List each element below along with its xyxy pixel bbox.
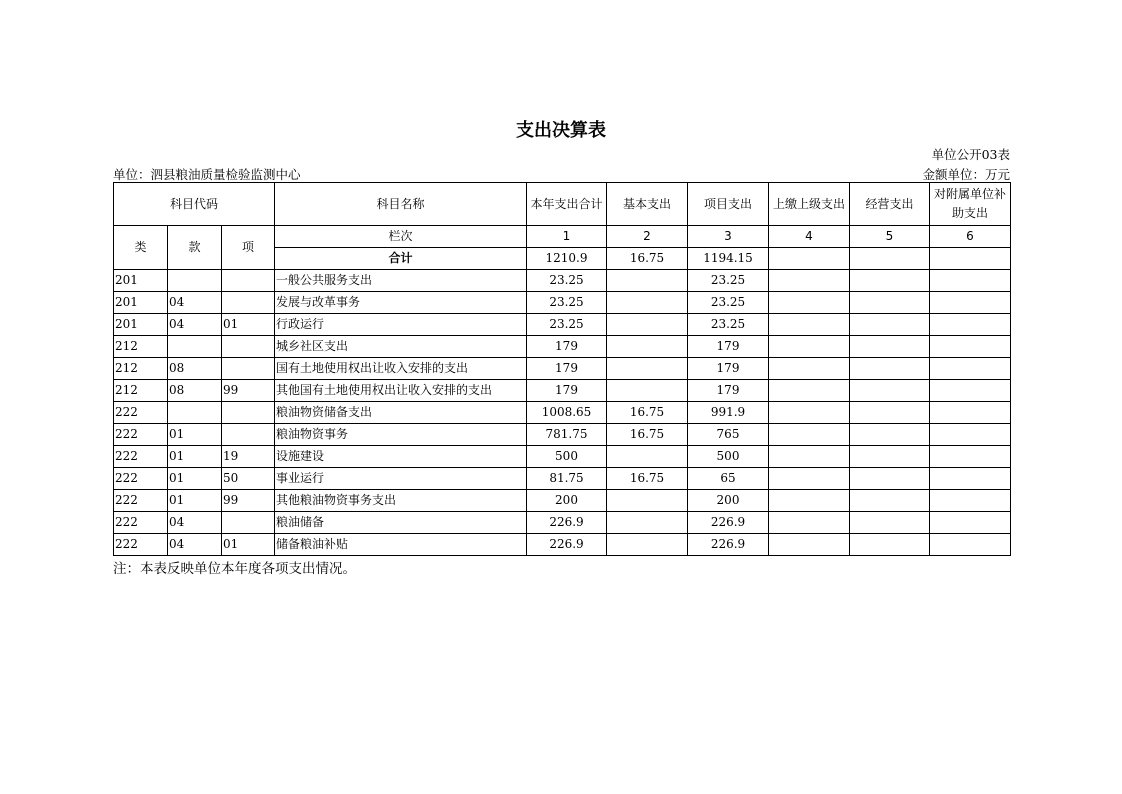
page-title: 支出决算表 bbox=[516, 120, 606, 141]
row-name: 国有土地使用权出让收入安排的支出 bbox=[275, 358, 527, 380]
row-basic: 16.75 bbox=[607, 402, 688, 424]
row-lei: 212 bbox=[114, 358, 168, 380]
row-lei: 201 bbox=[114, 292, 168, 314]
summary-label: 合计 bbox=[275, 248, 527, 270]
row-subsidy bbox=[930, 292, 1011, 314]
row-kuan: 08 bbox=[168, 380, 222, 402]
row-xiang bbox=[222, 292, 275, 314]
row-lei: 222 bbox=[114, 534, 168, 556]
row-xiang bbox=[222, 402, 275, 424]
row-lei: 222 bbox=[114, 446, 168, 468]
row-basic: 16.75 bbox=[607, 424, 688, 446]
row-name: 发展与改革事务 bbox=[275, 292, 527, 314]
table-row bbox=[114, 534, 1011, 556]
summary-total: 1210.9 bbox=[527, 248, 607, 270]
row-kuan: 01 bbox=[168, 468, 222, 490]
row-name: 事业运行 bbox=[275, 468, 527, 490]
col-index-5: 5 bbox=[850, 226, 930, 248]
header-project: 项目支出 bbox=[688, 183, 769, 226]
row-project: 226.9 bbox=[688, 534, 769, 556]
summary-basic: 16.75 bbox=[607, 248, 688, 270]
row-lei: 222 bbox=[114, 468, 168, 490]
row-kuan: 04 bbox=[168, 512, 222, 534]
row-basic: 16.75 bbox=[607, 468, 688, 490]
table-row bbox=[114, 380, 1011, 402]
row-xiang bbox=[222, 358, 275, 380]
row-business bbox=[850, 446, 930, 468]
row-upper bbox=[769, 446, 850, 468]
row-upper bbox=[769, 490, 850, 512]
row-subsidy bbox=[930, 534, 1011, 556]
row-upper bbox=[769, 512, 850, 534]
row-business bbox=[850, 490, 930, 512]
row-total: 226.9 bbox=[527, 512, 607, 534]
col-index-2: 2 bbox=[607, 226, 688, 248]
row-total: 500 bbox=[527, 446, 607, 468]
table-row bbox=[114, 270, 1011, 292]
row-lei: 201 bbox=[114, 314, 168, 336]
row-project: 65 bbox=[688, 468, 769, 490]
row-name: 一般公共服务支出 bbox=[275, 270, 527, 292]
col-index-4: 4 bbox=[769, 226, 850, 248]
header-upper: 上缴上级支出 bbox=[769, 183, 850, 226]
row-name: 设施建设 bbox=[275, 446, 527, 468]
footnote: 注：本表反映单位本年度各项支出情况。 bbox=[113, 561, 356, 577]
row-subsidy bbox=[930, 490, 1011, 512]
summary-subsidy bbox=[930, 248, 1011, 270]
row-business bbox=[850, 358, 930, 380]
expenditure-table bbox=[113, 182, 1011, 556]
row-xiang: 50 bbox=[222, 468, 275, 490]
row-upper bbox=[769, 292, 850, 314]
row-subsidy bbox=[930, 468, 1011, 490]
row-business bbox=[850, 270, 930, 292]
row-basic bbox=[607, 446, 688, 468]
row-basic bbox=[607, 358, 688, 380]
row-lei: 212 bbox=[114, 380, 168, 402]
column-index-row bbox=[114, 226, 1011, 248]
row-kuan bbox=[168, 402, 222, 424]
row-total: 23.25 bbox=[527, 292, 607, 314]
form-number: 单位公开03表 bbox=[931, 147, 1010, 162]
header-subsidy: 对附属单位补助支出 bbox=[930, 183, 1011, 226]
row-kuan: 01 bbox=[168, 446, 222, 468]
table-row bbox=[114, 490, 1011, 512]
row-basic bbox=[607, 534, 688, 556]
row-basic bbox=[607, 490, 688, 512]
row-total: 200 bbox=[527, 490, 607, 512]
row-xiang bbox=[222, 424, 275, 446]
row-total: 179 bbox=[527, 336, 607, 358]
row-project: 991.9 bbox=[688, 402, 769, 424]
header-name: 科目名称 bbox=[275, 183, 527, 226]
row-project: 23.25 bbox=[688, 270, 769, 292]
row-subsidy bbox=[930, 314, 1011, 336]
header-kuan: 款 bbox=[168, 226, 222, 270]
row-kuan: 04 bbox=[168, 292, 222, 314]
row-xiang: 99 bbox=[222, 490, 275, 512]
row-basic bbox=[607, 270, 688, 292]
row-xiang: 01 bbox=[222, 314, 275, 336]
row-upper bbox=[769, 468, 850, 490]
row-business bbox=[850, 292, 930, 314]
row-upper bbox=[769, 402, 850, 424]
summary-business bbox=[850, 248, 930, 270]
row-kuan: 01 bbox=[168, 424, 222, 446]
row-xiang: 19 bbox=[222, 446, 275, 468]
row-upper bbox=[769, 424, 850, 446]
header-total: 本年支出合计 bbox=[527, 183, 607, 226]
row-xiang bbox=[222, 512, 275, 534]
row-upper bbox=[769, 270, 850, 292]
table-row bbox=[114, 446, 1011, 468]
row-total: 81.75 bbox=[527, 468, 607, 490]
row-kuan bbox=[168, 270, 222, 292]
row-business bbox=[850, 512, 930, 534]
row-project: 765 bbox=[688, 424, 769, 446]
row-project: 226.9 bbox=[688, 512, 769, 534]
row-name: 行政运行 bbox=[275, 314, 527, 336]
row-business bbox=[850, 468, 930, 490]
row-name: 储备粮油补贴 bbox=[275, 534, 527, 556]
money-unit: 金额单位：万元 bbox=[922, 167, 1010, 182]
row-kuan bbox=[168, 336, 222, 358]
row-lei: 201 bbox=[114, 270, 168, 292]
row-subsidy bbox=[930, 336, 1011, 358]
row-xiang bbox=[222, 270, 275, 292]
row-lei: 222 bbox=[114, 402, 168, 424]
row-subsidy bbox=[930, 358, 1011, 380]
row-business bbox=[850, 402, 930, 424]
row-project: 500 bbox=[688, 446, 769, 468]
table-row bbox=[114, 292, 1011, 314]
row-business bbox=[850, 314, 930, 336]
row-xiang bbox=[222, 336, 275, 358]
row-subsidy bbox=[930, 512, 1011, 534]
row-basic bbox=[607, 336, 688, 358]
row-basic bbox=[607, 512, 688, 534]
header-lanci: 栏次 bbox=[275, 226, 527, 248]
table-row bbox=[114, 512, 1011, 534]
row-business bbox=[850, 424, 930, 446]
row-total: 781.75 bbox=[527, 424, 607, 446]
header-basic: 基本支出 bbox=[607, 183, 688, 226]
row-kuan: 01 bbox=[168, 490, 222, 512]
table-row bbox=[114, 314, 1011, 336]
header-row bbox=[114, 183, 1011, 226]
row-subsidy bbox=[930, 446, 1011, 468]
row-kuan: 04 bbox=[168, 314, 222, 336]
row-total: 179 bbox=[527, 380, 607, 402]
col-index-3: 3 bbox=[688, 226, 769, 248]
table-row bbox=[114, 424, 1011, 446]
row-total: 23.25 bbox=[527, 314, 607, 336]
row-subsidy bbox=[930, 380, 1011, 402]
row-name: 其他粮油物资事务支出 bbox=[275, 490, 527, 512]
row-basic bbox=[607, 380, 688, 402]
row-lei: 222 bbox=[114, 424, 168, 446]
row-name: 粮油储备 bbox=[275, 512, 527, 534]
table-row bbox=[114, 468, 1011, 490]
unit-name: 单位：泗县粮油质量检验监测中心 bbox=[113, 167, 301, 182]
row-project: 23.25 bbox=[688, 314, 769, 336]
row-xiang: 01 bbox=[222, 534, 275, 556]
row-lei: 222 bbox=[114, 512, 168, 534]
col-index-1: 1 bbox=[527, 226, 607, 248]
row-project: 179 bbox=[688, 336, 769, 358]
row-business bbox=[850, 534, 930, 556]
table-row bbox=[114, 358, 1011, 380]
header-code: 科目代码 bbox=[114, 183, 275, 226]
row-project: 179 bbox=[688, 358, 769, 380]
row-kuan: 04 bbox=[168, 534, 222, 556]
row-upper bbox=[769, 336, 850, 358]
row-business bbox=[850, 336, 930, 358]
summary-upper bbox=[769, 248, 850, 270]
row-name: 粮油物资事务 bbox=[275, 424, 527, 446]
row-project: 179 bbox=[688, 380, 769, 402]
row-subsidy bbox=[930, 402, 1011, 424]
table-row bbox=[114, 402, 1011, 424]
row-total: 23.25 bbox=[527, 270, 607, 292]
row-project: 200 bbox=[688, 490, 769, 512]
header-business: 经营支出 bbox=[850, 183, 930, 226]
row-basic bbox=[607, 314, 688, 336]
header-xiang: 项 bbox=[222, 226, 275, 270]
row-upper bbox=[769, 358, 850, 380]
row-total: 1008.65 bbox=[527, 402, 607, 424]
row-upper bbox=[769, 380, 850, 402]
col-index-6: 6 bbox=[930, 226, 1011, 248]
summary-project: 1194.15 bbox=[688, 248, 769, 270]
row-name: 城乡社区支出 bbox=[275, 336, 527, 358]
header-lei: 类 bbox=[114, 226, 168, 270]
row-name: 其他国有土地使用权出让收入安排的支出 bbox=[275, 380, 527, 402]
row-xiang: 99 bbox=[222, 380, 275, 402]
table-row bbox=[114, 336, 1011, 358]
row-total: 179 bbox=[527, 358, 607, 380]
row-lei: 212 bbox=[114, 336, 168, 358]
row-lei: 222 bbox=[114, 490, 168, 512]
row-subsidy bbox=[930, 270, 1011, 292]
row-upper bbox=[769, 534, 850, 556]
row-project: 23.25 bbox=[688, 292, 769, 314]
row-total: 226.9 bbox=[527, 534, 607, 556]
row-business bbox=[850, 380, 930, 402]
row-basic bbox=[607, 292, 688, 314]
row-upper bbox=[769, 314, 850, 336]
row-subsidy bbox=[930, 424, 1011, 446]
row-kuan: 08 bbox=[168, 358, 222, 380]
row-name: 粮油物资储备支出 bbox=[275, 402, 527, 424]
